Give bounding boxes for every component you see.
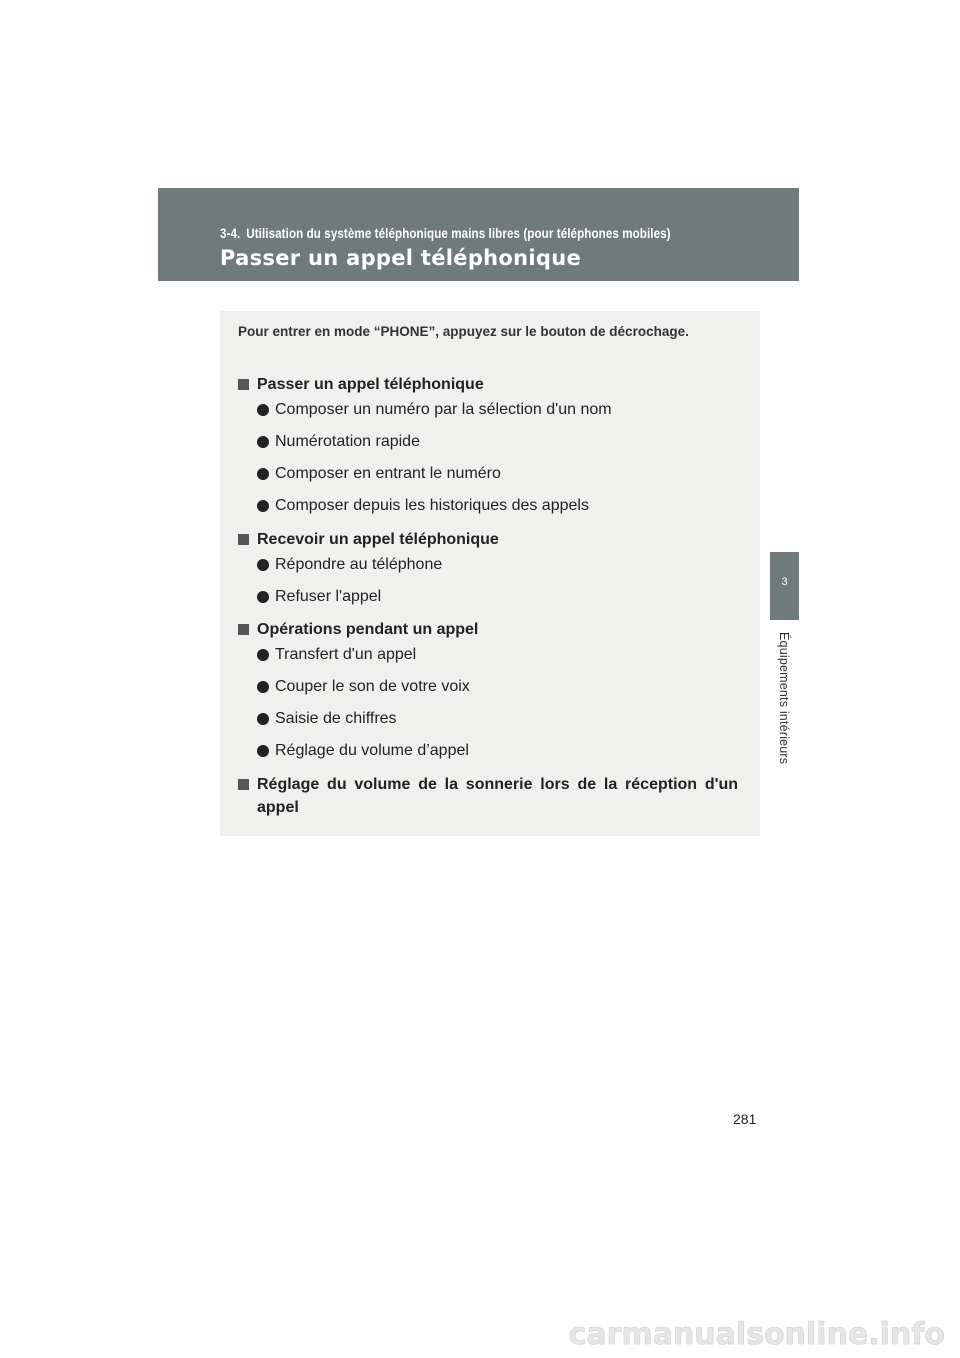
list-item: Répondre au téléphone [257, 555, 442, 575]
square-bullet-icon [238, 624, 249, 635]
summary-box [220, 311, 760, 836]
round-bullet-icon [257, 559, 269, 571]
section-label: 3-4. Utilisation du système téléphonique mains libres (pour téléphones mobiles) [220, 226, 671, 241]
list-item: Refuser l'appel [257, 587, 381, 607]
section-heading-4: Réglage du volume de la sonnerie lors de la réception d'un appel [238, 773, 738, 819]
round-bullet-icon [257, 713, 269, 725]
watermark-logo [0, 1316, 960, 1358]
section-heading-3: Opérations pendant un appel [238, 618, 738, 641]
list-item: Réglage du volume d’appel [257, 741, 469, 761]
watermark [0, 1316, 960, 1358]
list-item: Composer un numéro par la sélection d'un nom [257, 400, 612, 420]
round-bullet-icon [257, 404, 269, 416]
round-bullet-icon [257, 436, 269, 448]
square-bullet-icon [238, 779, 249, 790]
round-bullet-icon [257, 500, 269, 512]
chapter-number: 3 [781, 576, 788, 588]
square-bullet-icon [238, 379, 249, 390]
page-title: Passer un appel téléphonique [220, 246, 582, 270]
round-bullet-icon [257, 591, 269, 603]
chapter-tab [770, 552, 799, 620]
section-heading-2: Recevoir un appel téléphonique [238, 528, 738, 551]
list-item: Composer depuis les historiques des appels [257, 496, 589, 516]
list-item: Saisie de chiffres [257, 709, 397, 729]
section-header-band [158, 188, 799, 281]
list-item: Composer en entrant le numéro [257, 464, 501, 484]
watermark-text: carmanualsonline.info [568, 1317, 945, 1352]
chapter-label: Équipements intérieurs [777, 632, 791, 765]
round-bullet-icon [257, 681, 269, 693]
list-item: Transfert d'un appel [257, 645, 416, 665]
list-item: Couper le son de votre voix [257, 677, 470, 697]
intro-text: Pour entrer en mode “PHONE”, appuyez sur le bouton de décrochage. [238, 324, 689, 339]
page-number: 281 [733, 1111, 757, 1127]
list-item: Numérotation rapide [257, 432, 420, 452]
section-heading-1: Passer un appel téléphonique [238, 373, 738, 396]
square-bullet-icon [238, 534, 249, 545]
round-bullet-icon [257, 745, 269, 757]
round-bullet-icon [257, 649, 269, 661]
round-bullet-icon [257, 468, 269, 480]
